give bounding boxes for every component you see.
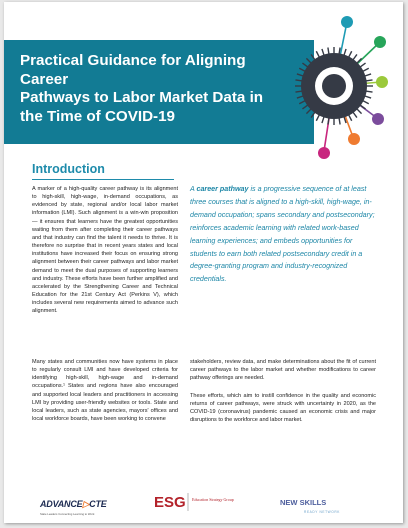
intro-paragraph-3: stakeholders, review data, and make determinations about the fit of current career pathways to the labor market and whether modifications to career pathway offerings are needed. (190, 359, 376, 382)
dot-orange (348, 133, 360, 145)
dial-tick (357, 109, 362, 114)
dial-tick (363, 101, 369, 104)
dial-tick (322, 116, 324, 123)
dial-tick (364, 96, 371, 98)
dot-lime (376, 76, 388, 88)
dial-tick (311, 54, 315, 60)
dial-tick (306, 109, 311, 114)
dot-teal (341, 16, 353, 28)
dial-tick (322, 49, 324, 56)
title-line-2: Pathways to Labor Market Data in (20, 89, 264, 107)
cte-word: CTE (89, 499, 107, 509)
dial-tick (295, 91, 302, 92)
dial-tick (316, 115, 319, 121)
dial-tick (302, 105, 308, 109)
dial-tick (297, 74, 304, 76)
dial-tick (316, 51, 319, 57)
new-skills-wordmark: NEW SKILLS (280, 498, 327, 507)
career-pathway-definition (190, 183, 375, 286)
dial-tick (366, 80, 373, 81)
dial-tick (299, 101, 305, 104)
advance-tagline: State Leaders Connecting Learning to Work (40, 512, 95, 516)
dial-tick (344, 49, 346, 56)
intro-paragraph-1: A marker of a high-quality career pathway is its alignment to high-skill, high-wage, in-demand occupations, as evidenced by state, regional and/or local labor market information (LMI). Such alignment is a win-win proposition — it ensures that learners have the greatest opportunities waiting from them after completing their career pathways and that industry can find the talent it needs to thrive. It is therefore no surprise that in recent years states and local institutions have increased their focus on ensuring strong alignment between their career pathways and labor market demand to meet the dual purposes of supporting learners and industry. These efforts have been further amplified and accelerated by the Strengthening Career and Technical Education for the 21st Century Act (Perkins V), which includes several new requirements aimed to advance such alignment. (32, 186, 178, 315)
advance-cte-logo (40, 494, 107, 516)
dial-tick (302, 63, 308, 67)
advance-arrow-icon: ▷ (82, 499, 90, 509)
title-line-3: the Time of COVID-19 (20, 107, 175, 125)
dial-tick (349, 51, 352, 57)
title-line-1: Practical Guidance for Aligning Career (20, 52, 246, 88)
esg-mark-text: ESG (154, 494, 186, 511)
document-page (4, 2, 403, 523)
dial-tick (366, 91, 373, 92)
dial-core (322, 74, 346, 98)
definition-term: career pathway (196, 185, 249, 193)
dot-pink (318, 147, 330, 159)
dial-tick (364, 74, 371, 76)
dial-tick (353, 112, 357, 118)
dial-tick (363, 68, 369, 71)
pathway-dial-graphic (4, 2, 403, 172)
dial-tick (295, 80, 302, 81)
introduction-heading: Introduction (32, 162, 105, 176)
dial-tick (297, 96, 304, 98)
dial-tick (299, 68, 305, 71)
dial-tick (306, 58, 311, 63)
dial-tick (353, 54, 357, 60)
dial-tick (311, 112, 315, 118)
dot-green (374, 36, 386, 48)
esg-name: Education Strategy Group (192, 497, 234, 502)
dial-tick (339, 118, 340, 125)
dial-tick (349, 115, 352, 121)
dial-tick (328, 47, 329, 54)
dial-tick (360, 63, 366, 67)
definition-lead: A (190, 185, 197, 193)
introduction-underline (32, 179, 174, 180)
advance-word: ADVANCE (40, 499, 83, 509)
esg-wordmark (192, 494, 254, 502)
new-skills-subtitle: READY NETWORK (304, 510, 340, 514)
dot-purple (372, 113, 384, 125)
definition-text: is a progressive sequence of at least three courses that is aligned to a high-skill, high-wage, in-demand occupation; spans secondary and postsecondary; reinforces academic learning with related work-based learning experiences; and embeds opportunities for students to earn both related postsecondary credit in a degree-granting program and industry-recognized credentials. (190, 185, 375, 284)
intro-paragraph-2: Many states and communities now have systems in place to regularly consult LMI and have developed criteria for identifying high-skill, high-wage and in-demand occupations.¹ States and regions have also encouraged and supported local leaders and practitioners in accessing LMI by providing user-friendly websites or tools. State and local leaders, such as state agencies, mayors' offices and local workforce boards, have been working to convene (32, 359, 178, 423)
new-skills-logo (280, 492, 364, 514)
intro-paragraph-4: These efforts, which aim to instill confidence in the quality and economic returns of career pathways, were struck with uncertainty in 2020, as the COVID-19 (coronavirus) pandemic caused an economic crisis and major disruptions to the workforce and labor market. (190, 393, 376, 424)
esg-logo (154, 491, 252, 518)
